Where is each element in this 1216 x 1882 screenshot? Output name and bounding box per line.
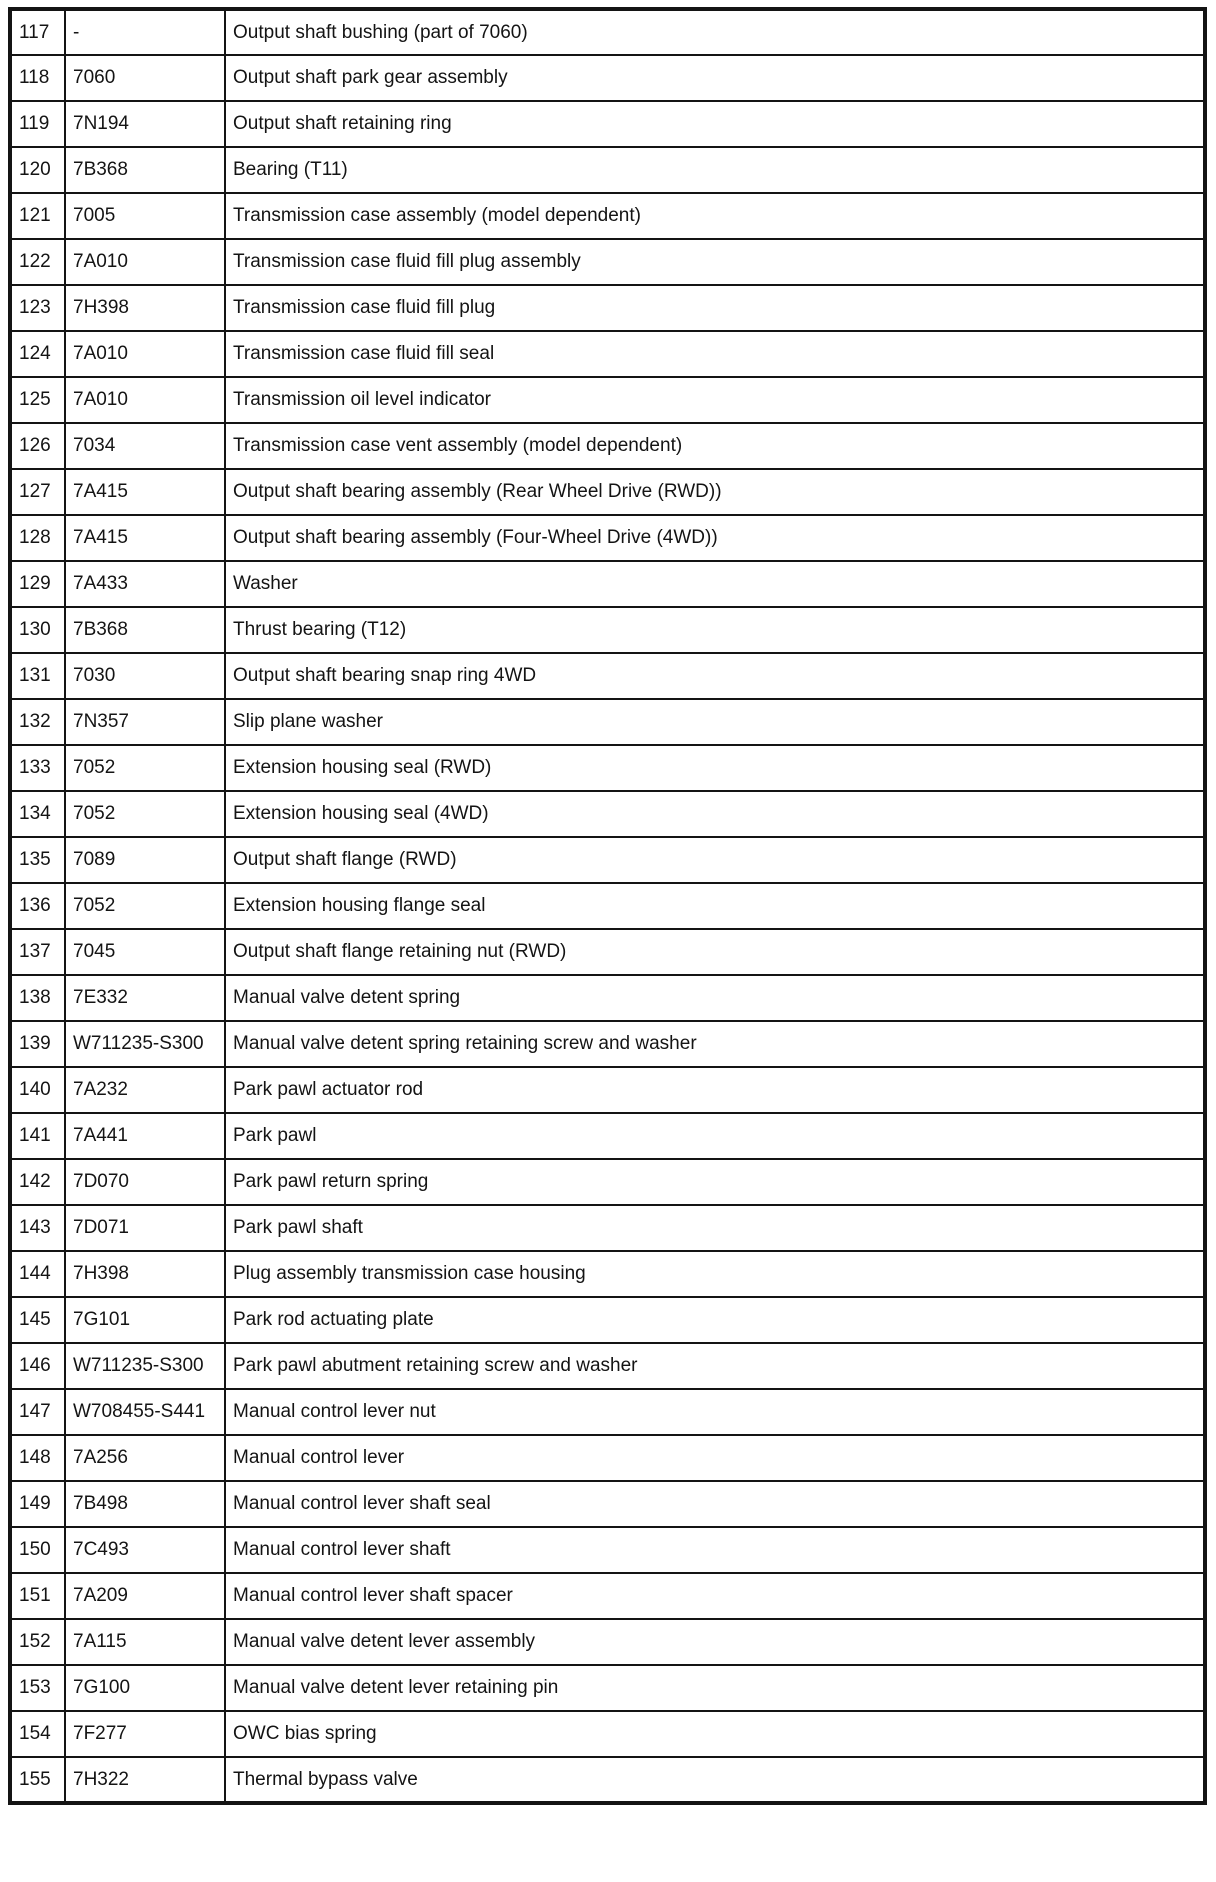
description-cell: Transmission case fluid fill plug [225,285,1205,331]
part-number-cell: 7H398 [65,285,225,331]
part-number-cell: 7E332 [65,975,225,1021]
part-number-cell: 7G100 [65,1665,225,1711]
part-number-cell: 7D070 [65,1159,225,1205]
part-number-cell: - [65,9,225,55]
item-number-cell: 152 [10,1619,65,1665]
part-number-cell: 7H398 [65,1251,225,1297]
item-number-cell: 122 [10,239,65,285]
part-number-cell: 7H322 [65,1757,225,1803]
item-number-cell: 117 [10,9,65,55]
table-row [10,239,1205,285]
item-number-cell: 131 [10,653,65,699]
item-number-cell: 154 [10,1711,65,1757]
part-number-cell: 7A433 [65,561,225,607]
description-cell: Plug assembly transmission case housing [225,1251,1205,1297]
item-number-cell: 118 [10,55,65,101]
description-cell: Extension housing seal (4WD) [225,791,1205,837]
item-number-cell: 132 [10,699,65,745]
part-number-cell: W711235-S300 [65,1343,225,1389]
description-cell: Output shaft flange retaining nut (RWD) [225,929,1205,975]
item-number-cell: 134 [10,791,65,837]
table-row [10,883,1205,929]
description-cell: Transmission case vent assembly (model dependent) [225,423,1205,469]
item-number-cell: 153 [10,1665,65,1711]
item-number-cell: 150 [10,1527,65,1573]
item-number-cell: 128 [10,515,65,561]
item-number-cell: 143 [10,1205,65,1251]
item-number-cell: 125 [10,377,65,423]
item-number-cell: 124 [10,331,65,377]
description-cell: Output shaft bearing snap ring 4WD [225,653,1205,699]
part-number-cell: W711235-S300 [65,1021,225,1067]
table-row [10,975,1205,1021]
description-cell: Bearing (T11) [225,147,1205,193]
table-row [10,193,1205,239]
item-number-cell: 127 [10,469,65,515]
description-cell: Park pawl return spring [225,1159,1205,1205]
item-number-cell: 148 [10,1435,65,1481]
table-row [10,1251,1205,1297]
description-cell: Manual control lever nut [225,1389,1205,1435]
description-cell: Output shaft flange (RWD) [225,837,1205,883]
description-cell: Output shaft bushing (part of 7060) [225,9,1205,55]
table-row [10,377,1205,423]
description-cell: Thrust bearing (T12) [225,607,1205,653]
table-row [10,1573,1205,1619]
part-number-cell: 7A415 [65,469,225,515]
parts-table-body [10,9,1205,1803]
part-number-cell: 7A115 [65,1619,225,1665]
part-number-cell: 7F277 [65,1711,225,1757]
description-cell: Manual valve detent spring retaining screw and washer [225,1021,1205,1067]
part-number-cell: 7052 [65,791,225,837]
table-row [10,1711,1205,1757]
description-cell: Manual control lever shaft spacer [225,1573,1205,1619]
table-row [10,1343,1205,1389]
item-number-cell: 137 [10,929,65,975]
part-number-cell: 7B368 [65,607,225,653]
description-cell: Slip plane washer [225,699,1205,745]
item-number-cell: 121 [10,193,65,239]
table-row [10,607,1205,653]
table-row [10,929,1205,975]
table-row [10,515,1205,561]
item-number-cell: 119 [10,101,65,147]
part-number-cell: 7A010 [65,377,225,423]
description-cell: OWC bias spring [225,1711,1205,1757]
part-number-cell: 7A441 [65,1113,225,1159]
description-cell: Manual control lever shaft [225,1527,1205,1573]
table-row [10,1205,1205,1251]
item-number-cell: 141 [10,1113,65,1159]
table-row [10,1527,1205,1573]
item-number-cell: 139 [10,1021,65,1067]
table-row [10,147,1205,193]
item-number-cell: 129 [10,561,65,607]
part-number-cell: 7A256 [65,1435,225,1481]
table-row [10,699,1205,745]
table-row [10,285,1205,331]
item-number-cell: 140 [10,1067,65,1113]
item-number-cell: 133 [10,745,65,791]
item-number-cell: 151 [10,1573,65,1619]
description-cell: Washer [225,561,1205,607]
part-number-cell: W708455-S441 [65,1389,225,1435]
item-number-cell: 130 [10,607,65,653]
item-number-cell: 146 [10,1343,65,1389]
part-number-cell: 7C493 [65,1527,225,1573]
item-number-cell: 144 [10,1251,65,1297]
description-cell: Output shaft bearing assembly (Rear Wheel Drive (RWD)) [225,469,1205,515]
description-cell: Manual valve detent lever retaining pin [225,1665,1205,1711]
table-row [10,1481,1205,1527]
table-row [10,1435,1205,1481]
part-number-cell: 7089 [65,837,225,883]
part-number-cell: 7N194 [65,101,225,147]
item-number-cell: 147 [10,1389,65,1435]
description-cell: Extension housing flange seal [225,883,1205,929]
table-row [10,561,1205,607]
part-number-cell: 7030 [65,653,225,699]
item-number-cell: 136 [10,883,65,929]
description-cell: Park pawl shaft [225,1205,1205,1251]
table-row [10,791,1205,837]
item-number-cell: 120 [10,147,65,193]
part-number-cell: 7G101 [65,1297,225,1343]
item-number-cell: 142 [10,1159,65,1205]
part-number-cell: 7034 [65,423,225,469]
table-row [10,1067,1205,1113]
part-number-cell: 7A232 [65,1067,225,1113]
description-cell: Extension housing seal (RWD) [225,745,1205,791]
table-row [10,423,1205,469]
part-number-cell: 7045 [65,929,225,975]
parts-list-table [8,7,1207,1805]
table-row [10,1389,1205,1435]
description-cell: Park pawl [225,1113,1205,1159]
part-number-cell: 7D071 [65,1205,225,1251]
part-number-cell: 7005 [65,193,225,239]
description-cell: Park pawl abutment retaining screw and washer [225,1343,1205,1389]
description-cell: Manual valve detent lever assembly [225,1619,1205,1665]
table-row [10,1665,1205,1711]
part-number-cell: 7A415 [65,515,225,561]
item-number-cell: 155 [10,1757,65,1803]
item-number-cell: 126 [10,423,65,469]
table-row [10,1757,1205,1803]
table-row [10,331,1205,377]
item-number-cell: 138 [10,975,65,1021]
description-cell: Thermal bypass valve [225,1757,1205,1803]
table-row [10,837,1205,883]
description-cell: Transmission case fluid fill plug assembly [225,239,1205,285]
table-row [10,9,1205,55]
part-number-cell: 7B498 [65,1481,225,1527]
description-cell: Manual valve detent spring [225,975,1205,1021]
part-number-cell: 7060 [65,55,225,101]
description-cell: Transmission oil level indicator [225,377,1205,423]
description-cell: Park pawl actuator rod [225,1067,1205,1113]
table-row [10,1113,1205,1159]
item-number-cell: 145 [10,1297,65,1343]
description-cell: Output shaft park gear assembly [225,55,1205,101]
table-row [10,469,1205,515]
table-row [10,653,1205,699]
item-number-cell: 123 [10,285,65,331]
table-row [10,1619,1205,1665]
description-cell: Transmission case assembly (model dependent) [225,193,1205,239]
description-cell: Output shaft bearing assembly (Four-Wheel Drive (4WD)) [225,515,1205,561]
table-row [10,1159,1205,1205]
table-row [10,101,1205,147]
item-number-cell: 149 [10,1481,65,1527]
table-row [10,1297,1205,1343]
part-number-cell: 7052 [65,745,225,791]
part-number-cell: 7N357 [65,699,225,745]
table-row [10,1021,1205,1067]
description-cell: Output shaft retaining ring [225,101,1205,147]
part-number-cell: 7A010 [65,239,225,285]
description-cell: Manual control lever [225,1435,1205,1481]
description-cell: Manual control lever shaft seal [225,1481,1205,1527]
part-number-cell: 7B368 [65,147,225,193]
part-number-cell: 7052 [65,883,225,929]
table-row [10,55,1205,101]
part-number-cell: 7A209 [65,1573,225,1619]
item-number-cell: 135 [10,837,65,883]
description-cell: Transmission case fluid fill seal [225,331,1205,377]
part-number-cell: 7A010 [65,331,225,377]
table-row [10,745,1205,791]
description-cell: Park rod actuating plate [225,1297,1205,1343]
